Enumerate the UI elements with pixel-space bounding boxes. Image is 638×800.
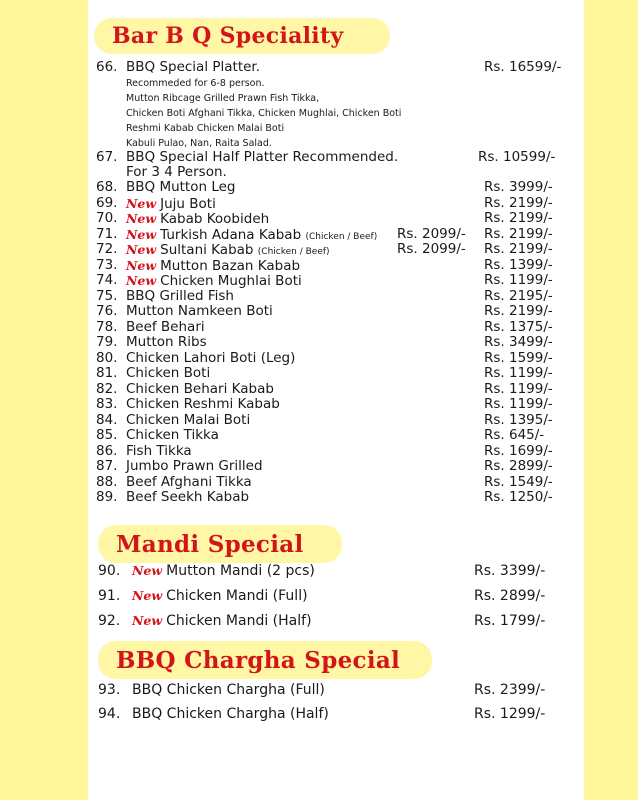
item-price-alt: Rs. 2099/- <box>397 226 466 242</box>
item-number: 89. <box>96 489 118 505</box>
item-number: 75. <box>96 288 118 304</box>
item-name-text: Chicken Mandi (Full) <box>166 588 308 604</box>
item-name: BBQ Chicken Chargha (Half) <box>132 706 329 722</box>
item-name-text: Chicken Mandi (Half) <box>166 613 312 629</box>
item-name-text: Mutton Bazan Kabab <box>160 258 301 274</box>
item-price: Rs. 1299/- <box>474 706 546 722</box>
new-tag: New <box>126 227 157 242</box>
item-number: 73. <box>96 257 118 273</box>
item-name: Beef Afghani Tikka <box>126 474 252 490</box>
item-number: 92. <box>98 613 121 629</box>
item-name-text: Mutton Mandi (2 pcs) <box>166 563 315 579</box>
item-name <box>126 211 269 228</box>
item-name-text: Chicken Mughlai Boti <box>160 273 302 289</box>
item-price: Rs. 1199/- <box>484 396 553 412</box>
section-title-chargha: BBQ Chargha Special <box>98 641 432 679</box>
item-number: 70. <box>96 210 118 226</box>
item-note: Chicken Boti Afghani Tikka, Chicken Mughlai, Chicken Boti <box>126 108 402 119</box>
item-price: Rs. 1599/- <box>484 350 553 366</box>
item-number: 88. <box>96 474 118 490</box>
item-price: Rs. 645/- <box>484 427 545 443</box>
item-name-text: Juju Boti <box>160 196 216 212</box>
item-price: Rs. 1549/- <box>484 474 553 490</box>
item-name: BBQ Special Platter. <box>126 59 261 75</box>
item-price: Rs. 1399/- <box>484 257 553 273</box>
item-price: Rs. 1199/- <box>484 365 553 381</box>
item-number: 71. <box>96 226 118 242</box>
new-tag: New <box>132 563 163 578</box>
item-number: 80. <box>96 350 118 366</box>
item-number: 83. <box>96 396 118 412</box>
item-price: Rs. 2195/- <box>484 288 553 304</box>
item-price: Rs. 1199/- <box>484 381 553 397</box>
item-price: Rs. 2399/- <box>474 682 546 698</box>
item-price: Rs. 2199/- <box>484 303 553 319</box>
item-number: 68. <box>96 179 118 195</box>
item-price: Rs. 1250/- <box>484 489 553 505</box>
new-tag: New <box>126 196 157 211</box>
section-title-mandi: Mandi Special <box>98 525 342 563</box>
item-name <box>132 562 315 580</box>
item-number: 90. <box>98 563 121 579</box>
new-tag: New <box>126 211 157 226</box>
item-price: Rs. 3399/- <box>474 563 546 579</box>
new-tag: New <box>126 258 157 273</box>
item-name: Chicken Tikka <box>126 427 219 443</box>
item-number: 74. <box>96 272 118 288</box>
item-variant: (Chicken / Beef) <box>257 247 330 257</box>
item-price: Rs. 1199/- <box>484 272 553 288</box>
item-number: 94. <box>98 706 121 722</box>
item-price: Rs. 10599/- <box>478 149 556 165</box>
item-name: BBQ Chicken Chargha (Full) <box>132 682 325 698</box>
item-name: Chicken Boti <box>126 365 211 381</box>
item-name: Mutton Ribs <box>126 334 207 350</box>
item-number: 93. <box>98 682 121 698</box>
item-name-text: Kabab Koobideh <box>160 211 270 227</box>
item-number: 86. <box>96 443 118 459</box>
item-number: 84. <box>96 412 118 428</box>
item-price-alt: Rs. 2099/- <box>397 241 466 257</box>
item-name: Chicken Behari Kabab <box>126 381 274 397</box>
item-name: Fish Tikka <box>126 443 192 459</box>
item-price: Rs. 2199/- <box>484 210 553 226</box>
item-number: 67. <box>96 149 118 165</box>
item-name-text: Sultani Kabab <box>160 242 254 258</box>
new-tag: New <box>132 613 163 628</box>
section-title-bbq: Bar B Q Speciality <box>94 18 390 54</box>
item-number: 85. <box>96 427 118 443</box>
item-number: 87. <box>96 458 118 474</box>
item-name: Chicken Reshmi Kabab <box>126 396 280 412</box>
item-name: BBQ Special Half Platter Recommended. <box>126 149 399 165</box>
item-name: Mutton Namkeen Boti <box>126 303 273 319</box>
item-name: Beef Behari <box>126 319 205 335</box>
item-name: Beef Seekh Kabab <box>126 489 250 505</box>
item-price: Rs. 2899/- <box>484 458 553 474</box>
item-name <box>132 587 308 605</box>
item-name-text: Turkish Adana Kabab <box>160 227 302 243</box>
item-price: Rs. 2199/- <box>484 195 553 211</box>
item-price: Rs. 16599/- <box>484 59 562 75</box>
item-price: Rs. 1699/- <box>484 443 553 459</box>
item-number: 69. <box>96 195 118 211</box>
item-name: BBQ Grilled Fish <box>126 288 234 304</box>
item-name: Chicken Malai Boti <box>126 412 251 428</box>
item-name: Jumbo Prawn Grilled <box>126 458 263 474</box>
item-price: Rs. 2199/- <box>484 241 553 257</box>
item-price: Rs. 1375/- <box>484 319 553 335</box>
item-number: 72. <box>96 241 118 257</box>
item-price: Rs. 1799/- <box>474 613 546 629</box>
new-tag: New <box>132 588 163 603</box>
item-note: Recommeded for 6-8 person. <box>126 78 265 89</box>
item-number: 66. <box>96 59 118 75</box>
item-number: 79. <box>96 334 118 350</box>
item-price: Rs. 3499/- <box>484 334 553 350</box>
item-name: Chicken Lahori Boti (Leg) <box>126 350 296 366</box>
item-name: BBQ Mutton Leg <box>126 179 236 195</box>
item-price: Rs. 1395/- <box>484 412 553 428</box>
item-price: Rs. 2199/- <box>484 226 553 242</box>
item-number: 76. <box>96 303 118 319</box>
item-name <box>132 612 312 630</box>
item-variant: (Chicken / Beef) <box>305 232 378 242</box>
item-number: 81. <box>96 365 118 381</box>
item-note: Kabuli Pulao, Nan, Raita Salad. <box>126 138 272 149</box>
item-note: Reshmi Kabab Chicken Malai Boti <box>126 123 285 134</box>
new-tag: New <box>126 273 157 288</box>
item-price: Rs. 2899/- <box>474 588 546 604</box>
new-tag: New <box>126 242 157 257</box>
item-number: 91. <box>98 588 121 604</box>
item-note: Mutton Ribcage Grilled Prawn Fish Tikka, <box>126 93 320 104</box>
item-price: Rs. 3999/- <box>484 179 553 195</box>
item-number: 82. <box>96 381 118 397</box>
item-name-line2: For 3 4 Person. <box>126 164 227 180</box>
item-number: 78. <box>96 319 118 335</box>
